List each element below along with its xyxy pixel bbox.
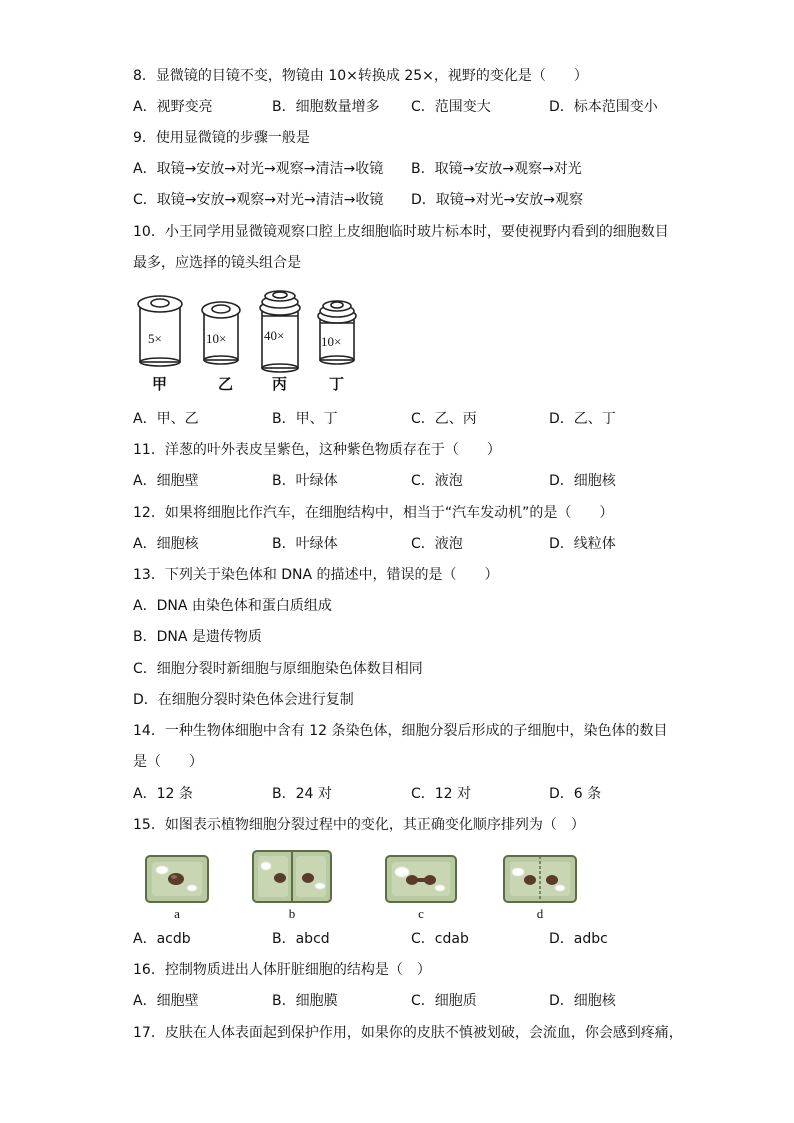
cell-d <box>504 856 576 902</box>
cell-division-figure <box>140 846 590 922</box>
q12-option-c: C．液泡 <box>411 536 463 552</box>
cell-b <box>253 851 331 902</box>
q10-stem-line2: 最多，应选择的镜头组合是 <box>133 255 301 271</box>
q10-option-b: B．甲、丁 <box>272 411 338 427</box>
lens-ding-mag: 10× <box>321 334 342 349</box>
q10-stem-line1: 10．小王同学用显微镜观察口腔上皮细胞临时玻片标本时，要使视野内看到的细胞数目 <box>133 224 669 240</box>
lens-figure <box>130 286 370 394</box>
q12-option-a: A．细胞核 <box>133 536 199 552</box>
q16-option-b: B．细胞膜 <box>272 993 338 1009</box>
lens-yi-mag: 10× <box>206 331 227 346</box>
q16-option-d: D．细胞核 <box>549 993 616 1009</box>
q12-stem: 12．如果将细胞比作汽车，在细胞结构中，相当于“汽车发动机”的是（ ） <box>133 505 614 521</box>
lens-jia-mag: 5× <box>148 331 162 346</box>
q14-option-a: A．12 条 <box>133 786 193 802</box>
lens-ding-label: 丁 <box>329 377 345 393</box>
q11-option-d: D．细胞核 <box>549 473 616 489</box>
q15-stem: 15．如图表示植物细胞分裂过程中的变化，其正确变化顺序排列为（ ） <box>133 817 585 833</box>
q11-option-c: C．液泡 <box>411 473 463 489</box>
q15-option-a: A．acdb <box>133 931 191 947</box>
q8-option-a: A．视野变亮 <box>133 99 213 115</box>
q13-option-d: D．在细胞分裂时染色体会进行复制 <box>133 692 354 708</box>
q16-stem: 16．控制物质进出人体肝脏细胞的结构是（ ） <box>133 962 431 978</box>
q12-option-b: B．叶绿体 <box>272 536 338 552</box>
q14-option-c: C．12 对 <box>411 786 472 802</box>
q15-option-d: D．adbc <box>549 931 608 947</box>
q14-stem-line2: 是（ ） <box>133 754 203 770</box>
lens-ding <box>318 301 356 364</box>
q13-option-c: C．细胞分裂时新细胞与原细胞染色体数目相同 <box>133 661 423 677</box>
cell-b-label: b <box>288 906 296 921</box>
q9-option-b: B．取镜→安放→观察→对光 <box>411 161 582 177</box>
q10-option-c: C．乙、丙 <box>411 411 477 427</box>
q8-option-c: C．范围变大 <box>411 99 491 115</box>
q15-option-b: B．abcd <box>272 931 330 947</box>
q13-option-a: A．DNA 由染色体和蛋白质组成 <box>133 598 332 614</box>
cell-a <box>146 856 208 902</box>
q11-stem: 11．洋葱的叶外表皮呈紫色，这种紫色物质存在于（ ） <box>133 442 501 458</box>
lens-jia-label: 甲 <box>152 377 168 393</box>
q17-stem: 17．皮肤在人体表面起到保护作用，如果你的皮肤不慎被划破，会流血，你会感到疼痛， <box>133 1025 683 1041</box>
q9-stem: 9．使用显微镜的步骤一般是 <box>133 130 310 146</box>
q11-option-b: B．叶绿体 <box>272 473 338 489</box>
cell-a-label: a <box>174 906 180 921</box>
lens-yi-label: 乙 <box>218 377 234 393</box>
q8-option-d: D．标本范围变小 <box>549 99 658 115</box>
q10-option-d: D．乙、丁 <box>549 411 616 427</box>
cell-c-label: c <box>418 906 424 921</box>
q11-option-a: A．细胞壁 <box>133 473 199 489</box>
q14-option-b: B．24 对 <box>272 786 332 802</box>
cell-d-label: d <box>536 906 544 921</box>
cell-c <box>386 856 456 902</box>
q12-option-d: D．线粒体 <box>549 536 616 552</box>
lens-bing-mag: 40× <box>264 328 285 343</box>
lens-bing-label: 丙 <box>272 377 288 393</box>
q8-option-b: B．细胞数量增多 <box>272 99 380 115</box>
q13-option-b: B．DNA 是遗传物质 <box>133 629 262 645</box>
q16-option-a: A．细胞壁 <box>133 993 199 1009</box>
q14-stem-line1: 14．一种生物体细胞中含有 12 条染色体，细胞分裂后形成的子细胞中，染色体的数目 <box>133 723 668 739</box>
q10-option-a: A．甲、乙 <box>133 411 199 427</box>
q9-option-c: C．取镜→安放→观察→对光→清洁→收镜 <box>133 192 384 208</box>
q13-stem: 13．下列关于染色体和 DNA 的描述中，错误的是（ ） <box>133 567 499 583</box>
q9-option-d: D．取镜→对光→安放→观察 <box>411 192 583 208</box>
q14-option-d: D．6 条 <box>549 786 602 802</box>
q16-option-c: C．细胞质 <box>411 993 477 1009</box>
q9-option-a: A．取镜→安放→对光→观察→清洁→收镜 <box>133 161 384 177</box>
q15-option-c: C．cdab <box>411 931 469 947</box>
q8-stem: 8．显微镜的目镜不变，物镜由 10×转换成 25×，视野的变化是（ ） <box>133 68 588 84</box>
